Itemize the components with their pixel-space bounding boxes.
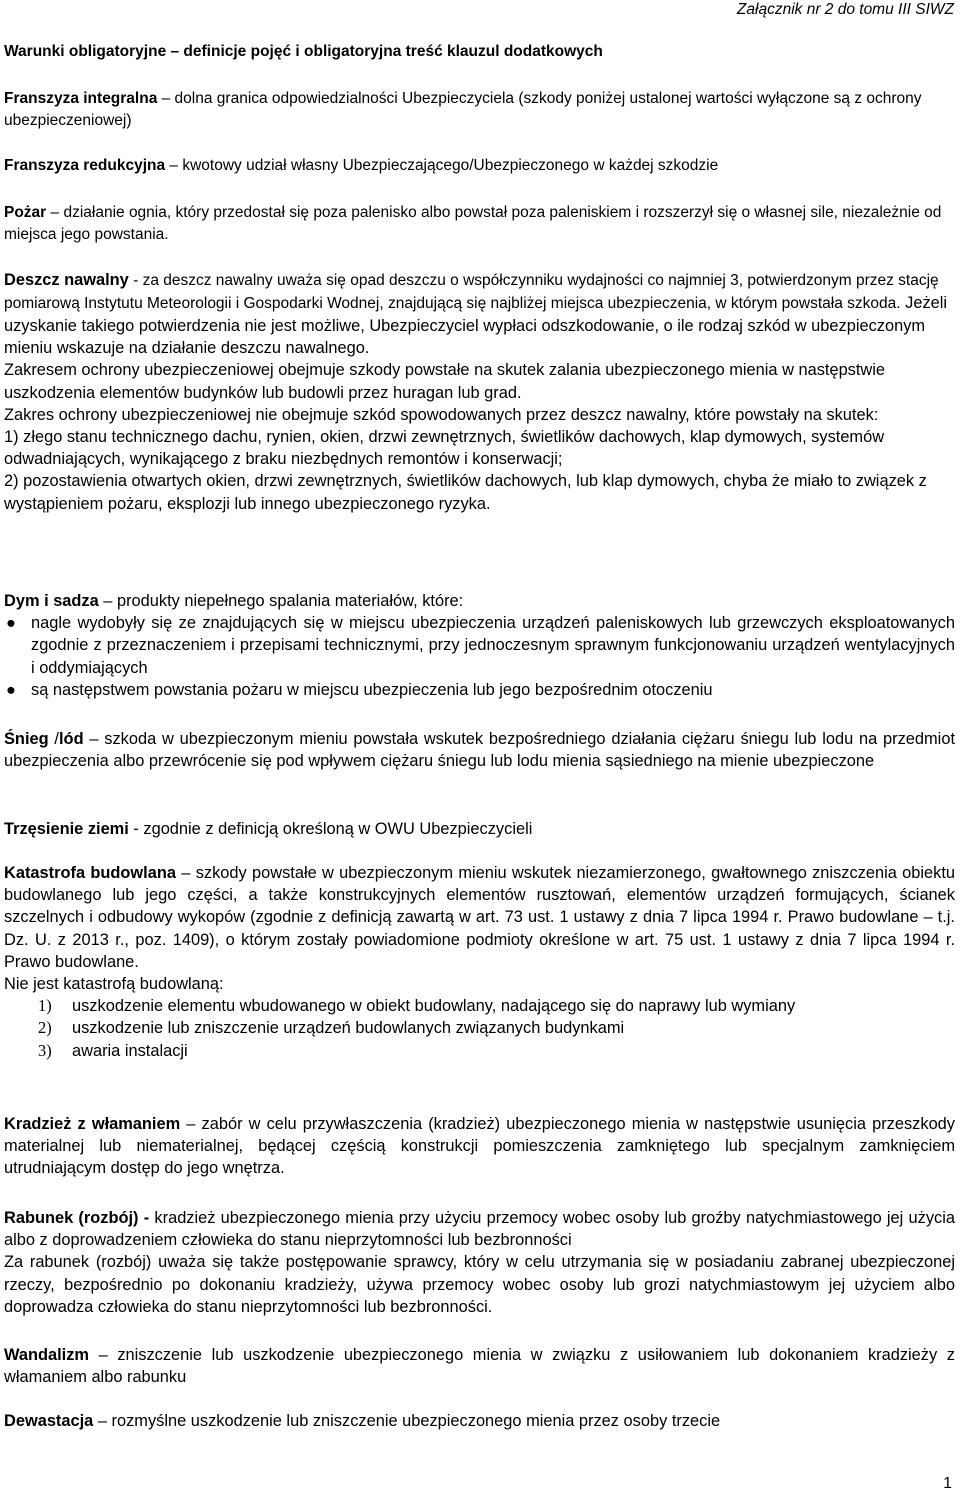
definition-text: - zgodnie z definicją określoną w OWU Ubezpieczycieli bbox=[128, 820, 533, 838]
document-title: Warunki obligatoryjne – definicje pojęć i obligatoryjna treść klauzul dodatkowych bbox=[4, 43, 603, 60]
definition-rabunek bbox=[4, 1207, 955, 1318]
deszcz-paragraph-4: 1) złego stanu technicznego dachu, rynien, okien, drzwi zewnętrznych, świetlików dachowych, klap dymowych, systemów odwadniających, wynikającego z braku niezbędnych remontów i konserwacji; bbox=[4, 428, 885, 469]
definition-trzesienie-ziemi bbox=[4, 818, 955, 840]
definition-franszyza-integralna bbox=[4, 88, 955, 132]
term-katastrofa-budowlana: Katastrofa budowlana bbox=[4, 864, 176, 882]
definition-snieg-lod: Śnieg /lód – szkoda w ubezpieczonym mieniu powstała wskutek bezpośredniego działania ciężaru śniegu lub lodu na przedmiot ubezpieczenia albo przewrócenie się pod wpływem ciężaru śniegu lub lodu mienia sąsiedniego na mienie ubezpieczone bbox=[4, 730, 955, 771]
definition-franszyza-redukcyjna bbox=[4, 155, 955, 177]
definition-text: – szkody powstałe w ubezpieczonym mieniu wskutek niezamierzonego, gwałtownego zniszczenia obiektu budowlanego lub jego części, a także konstrukcyjnych elementów rusztowań, elementów urządzeń formujących, ścianek szczelnych i odbudowy wykopów (zgodnie z definicją zawartą w art. 73 ust. 1 ustawy z dnia 7 lipca 1994 r. Prawo budowlane – t.j. Dz. U. z 2013 r., poz. 1409), o którym zostały powiadomione podmioty określone w art. 75 ust. 1 ustawy z dnia 7 lipca 1994 r. Prawo budowlane. bbox=[4, 864, 955, 971]
definition-text: – zniszczenie lub uszkodzenie ubezpieczonego mienia w związku z usiłowaniem lub dokonaniem kradzieży z włamaniem albo rabunku bbox=[4, 1346, 955, 1387]
definition-dewastacja bbox=[4, 1410, 955, 1432]
definition-wandalizm bbox=[4, 1344, 955, 1388]
term-rabunek: Rabunek (rozbój) - bbox=[4, 1209, 150, 1227]
attachment-header: Załącznik nr 2 do tomu III SIWZ bbox=[736, 1, 954, 18]
deszcz-paragraph-2: Zakresem ochrony ubezpieczeniowej obejmuje szkody powstałe na skutek zalania ubezpieczonego mienia w następstwie uszkodzenia elementów budynków lub budowli przez huragan lub grad. bbox=[4, 361, 886, 402]
term-lod: lód bbox=[59, 730, 84, 748]
list-number: 2) bbox=[38, 1018, 52, 1038]
term-dym-i-sadza: Dym i sadza bbox=[4, 592, 99, 610]
numbered-list bbox=[4, 995, 955, 1062]
definition-text: - za deszcz nawalny uważa się opad deszczu o współczynniku wydajności co najmniej 3, potwierdzonym przez stację pomiarową Instytutu Meteorologii i Gospodarki Wodnej, znajdującą się najbliżej miejsca ubezpieczenia, w którym powstała szkoda. bbox=[4, 272, 939, 312]
katastrofa-lead: Nie jest katastrofą budowlaną: bbox=[4, 975, 224, 994]
list-number: 1) bbox=[38, 996, 52, 1016]
term-trzesienie-ziemi: Trzęsienie ziemi bbox=[4, 820, 129, 838]
definition-kradziez-z-wlamaniem bbox=[4, 1113, 955, 1180]
term-franszyza-redukcyjna: Franszyza redukcyjna bbox=[4, 157, 166, 174]
definition-text: – kwotowy udział własny Ubezpieczającego/Ubezpieczonego w każdej szkodzie bbox=[165, 157, 719, 174]
definition-text: kradzież ubezpieczonego mienia przy użyciu przemocy wobec osoby lub groźby natychmiastowego jej użycia albo z doprowadzeniem człowieka do stanu nieprzytomności lub bezbronności bbox=[4, 1209, 955, 1250]
list-item: 2) uszkodzenie lub zniszczenie urządzeń budowlanych związanych budynkami bbox=[4, 1017, 955, 1039]
term-franszyza-integralna: Franszyza integralna bbox=[4, 90, 158, 107]
definition-text: – szkoda w ubezpieczonym mieniu powstała wskutek bezpośredniego działania ciężaru śniegu lub lodu na przedmiot ubezpieczenia albo przewrócenie się pod wpływem ciężaru śniegu lub lodu mienia sąsiedniego na mienie ubezpieczone bbox=[4, 730, 955, 771]
definition-text: – dolna granica odpowiedzialności Ubezpieczyciela (szkody poniżej ustalonej wartości wyłączone są z ochrony ubezpieczeniowej) bbox=[4, 90, 922, 129]
term-dewastacja: Dewastacja bbox=[4, 1412, 94, 1430]
definition-dym-i-sadza bbox=[4, 590, 955, 701]
definition-deszcz-nawalny bbox=[4, 269, 955, 515]
list-item: 1) uszkodzenie elementu wbudowanego w obiekt budowlany, nadającego się do naprawy lub wymiany bbox=[4, 995, 955, 1017]
definition-text: – działanie ognia, który przedostał się poza palenisko albo powstał poza paleniskiem i rozszerzył się o własnej sile, niezależnie od miejsca jego powstania. bbox=[4, 204, 942, 243]
bullet-icon: ● bbox=[6, 614, 16, 633]
definition-text-cont: Jeżeli uzyskanie takiego potwierdzenia nie jest możliwe, Ubezpieczyciel wypłaci odszkodowanie, o ile rodzaj szkód w ubezpieczonym mieniu wskazuje na działanie deszczu nawalnego. bbox=[4, 294, 948, 358]
term-pozar: Pożar bbox=[4, 204, 47, 221]
deszcz-paragraph-3: Zakres ochrony ubezpieczeniowej nie obejmuje szkód spowodowanych przez deszcz nawalny, które powstały na skutek: bbox=[4, 405, 879, 424]
list-item: ● nagle wydobyły się ze znajdujących się w miejscu ubezpieczenia urządzeń paleniskowych lub grzewczych eksploatowanych zgodnie z przeznaczeniem i przepisami technicznymi, przy jednoczesnym sprawnym funkcjonowaniu urządzeń wentylacyjnych i oddymiających bbox=[6, 614, 955, 677]
list-number: 3) bbox=[38, 1040, 52, 1060]
term-deszcz-nawalny: Deszcz nawalny bbox=[4, 271, 129, 289]
page-number: 1 bbox=[943, 1475, 952, 1492]
bullet-list bbox=[4, 612, 955, 701]
rabunek-paragraph-2: Za rabunek (rozbój) uważa się także postępowanie sprawcy, który w celu utrzymania się w posiadaniu zabranej ubezpieczonej rzeczy, bezpośrednio po dokonaniu kradzieży, używa przemocy wobec osoby lub grozi natychmiastowym jej użyciem albo doprowadza człowieka do stanu nieprzytomności lub bezbronności. bbox=[4, 1253, 955, 1316]
definition-text: – produkty niepełnego spalania materiałów, które: bbox=[98, 592, 464, 610]
list-item: 3) awaria instalacji bbox=[4, 1040, 955, 1062]
definition-pozar bbox=[4, 202, 955, 246]
definition-text: – rozmyślne uszkodzenie lub zniszczenie ubezpieczonego mienia przez osoby trzecie bbox=[93, 1412, 721, 1430]
term-wandalizm: Wandalizm bbox=[4, 1346, 89, 1364]
term-snieg: Śnieg bbox=[4, 730, 49, 748]
list-item: ● są następstwem powstania pożaru w miejscu ubezpieczenia lub jego bezpośrednim otoczeniu bbox=[4, 679, 955, 701]
bullet-icon: ● bbox=[6, 680, 16, 699]
term-kradziez-z-wlamaniem: Kradzież z włamaniem bbox=[4, 1115, 181, 1133]
definition-katastrofa-budowlana bbox=[4, 862, 955, 1062]
definition-text: – zabór w celu przywłaszczenia (kradzież) ubezpieczonego mienia w następstwie usunięcia przeszkody materialnej lub niematerialnej, będącej częścią konstrukcji pomieszczenia zamkniętego lub specjalnym zamknięciem utrudniającym dostęp do jego wnętrza. bbox=[4, 1115, 955, 1178]
deszcz-paragraph-5: 2) pozostawienia otwartych okien, drzwi zewnętrznych, świetlików dachowych, lub klap dymowych, chyba że miało to związek z wystąpieniem pożaru, eksplozji lub innego ubezpieczonego ryzyka. bbox=[4, 472, 927, 513]
